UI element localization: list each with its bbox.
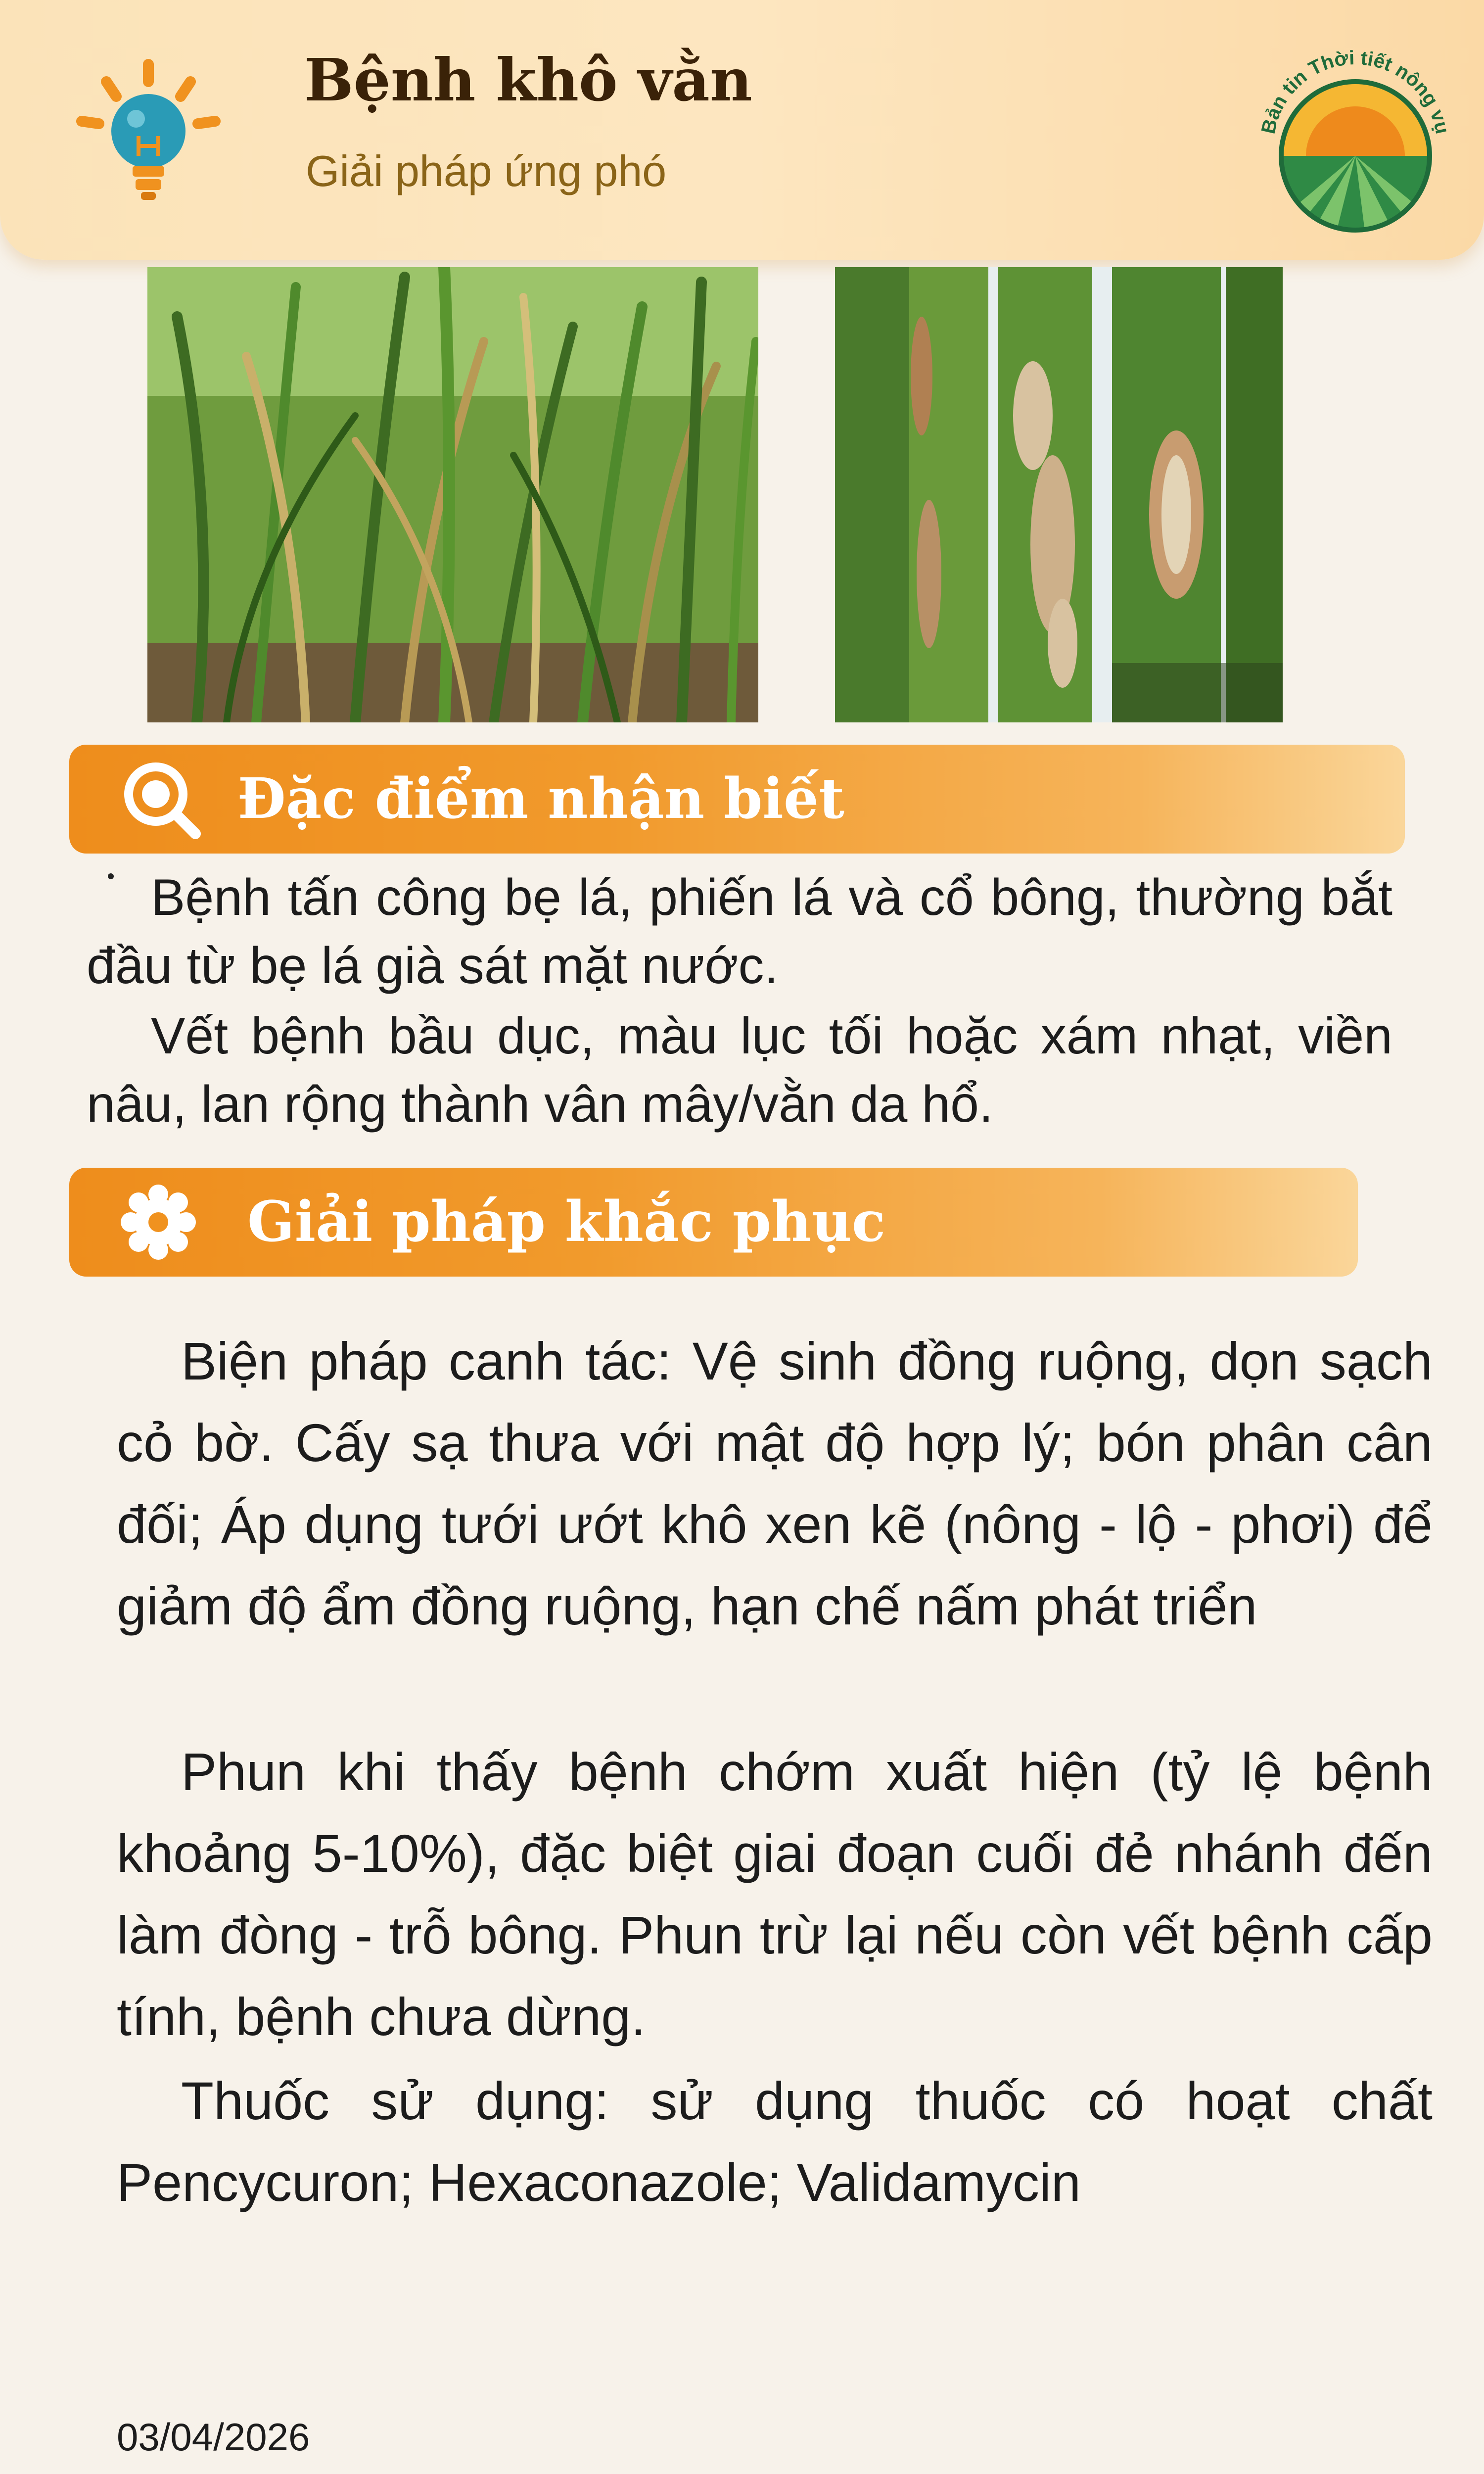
- photo-leaf-lesions: [835, 267, 1283, 722]
- page-title: Bệnh khô vằn: [304, 46, 752, 114]
- solution-paragraph-1: Biện pháp canh tác: Vệ sinh đồng ruộng, dọn sạch cỏ bờ. Cấy sạ thưa với mật độ hợp lý; bón phân cân đối; Áp dụng tưới ướt khô xen kẽ (nông - lộ - phơi) để giảm độ ẩm đồng ruộng, hạn chế nấm phát triển: [117, 1331, 1433, 1636]
- photo-rice-field: [147, 267, 758, 722]
- identification-paragraph-1: Bệnh tấn công bẹ lá, phiến lá và cổ bông, thường bắt đầu từ bẹ lá già sát mặt nước.: [87, 869, 1392, 995]
- page-subtitle: Giải pháp ứng phó: [306, 146, 667, 195]
- svg-text:Bản tin Thời tiết nông vụ: Bản tin Thời tiết nông vụ: [1257, 47, 1454, 136]
- section-identification-title: Đặc điểm nhận biết: [237, 766, 844, 831]
- header-banner: [0, 0, 1484, 260]
- solution-paragraph-2: Phun khi thấy bệnh chớm xuất hiện (tỷ lệ bệnh khoảng 5-10%), đặc biệt giai đoạn cuối đẻ nhánh đến làm đòng - trỗ bông. Phun trừ lại nếu còn vết bệnh cấp tính, bệnh chưa dừng.: [117, 1742, 1433, 2046]
- section-solution-header: [69, 1168, 1358, 1277]
- publish-date: 03/04/2026: [117, 2415, 310, 2459]
- lightbulb-icon: [69, 54, 228, 213]
- identification-paragraph-2: Vết bệnh bầu dục, màu lục tối hoặc xám nhạt, viền nâu, lan rộng thành vân mây/vằn da hổ.: [87, 1007, 1392, 1133]
- section-solution-title: Giải pháp khắc phục: [247, 1189, 886, 1254]
- solution-paragraph-3: Thuốc sử dụng: sử dụng thuốc có hoạt chất Pencycuron; Hexaconazole; Validamycin: [117, 2071, 1433, 2212]
- search-icon: [116, 755, 205, 844]
- bulletin-logo: [1237, 22, 1469, 255]
- section-identification-header: [69, 745, 1405, 854]
- gear-icon: [119, 1183, 198, 1262]
